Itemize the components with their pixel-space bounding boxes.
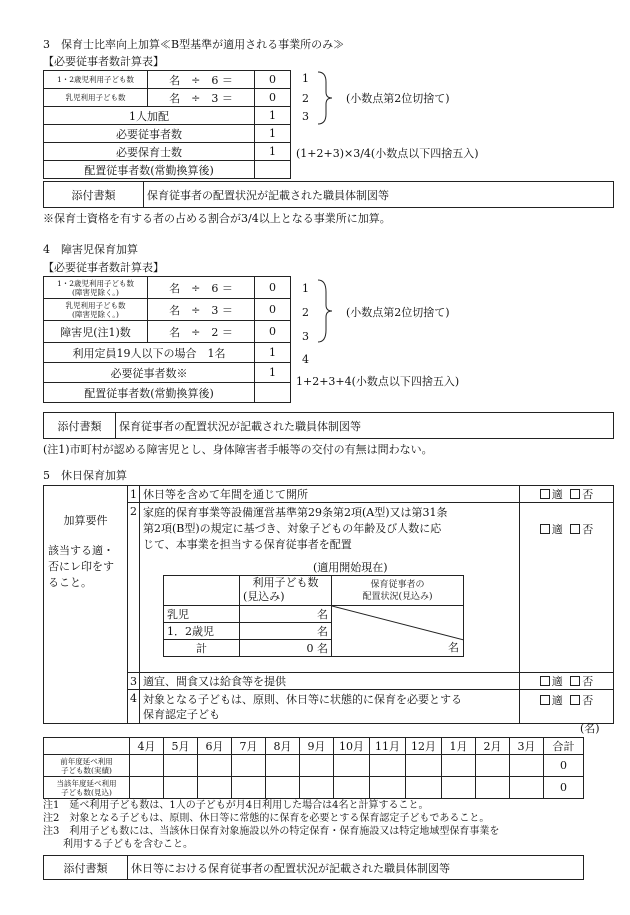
num-4: 4	[302, 353, 309, 366]
requirement-note-1: 該当する適・	[48, 544, 114, 557]
attach-text: 保育従事者の配置状況が記載された職員体制図等	[116, 413, 614, 439]
row-label: 必要保育士数	[44, 143, 255, 161]
row-value: 1	[255, 143, 291, 161]
section4-calc-table	[43, 276, 291, 403]
row-label: 当該年度延べ利用 子ども数(見込)	[44, 777, 130, 799]
check-cell: 適 否	[520, 486, 614, 503]
month-header: 10月	[334, 738, 370, 755]
month-cell[interactable]	[476, 755, 510, 777]
formula-note: 1+2+3+4(小数点以下四捨五入)	[296, 375, 460, 388]
month-cell[interactable]	[406, 777, 442, 799]
inner-staff-table	[163, 575, 464, 657]
month-cell[interactable]	[510, 755, 544, 777]
inner-col1: 利用子ども数 (見込み)	[240, 576, 332, 606]
inner-staff-unit: 名	[448, 641, 459, 654]
section3-subtitle: 【必要従事者数計算表】	[43, 55, 164, 68]
table-row	[44, 777, 584, 799]
attach-text: 保育従事者の配置状況が記載された職員体制図等	[144, 182, 614, 208]
row-label: 乳児利用子ども数 (障害児除く。)	[44, 299, 148, 321]
section5-attach-table	[43, 855, 584, 880]
checkbox-ng[interactable]	[570, 489, 580, 499]
inner-blank	[164, 576, 240, 606]
row-calc: 名 ÷ 3 ＝	[148, 89, 255, 107]
row-value: 0	[255, 71, 291, 89]
row-calc: 名 ÷ 3 ＝	[148, 299, 255, 321]
total-cell: 0	[544, 777, 584, 799]
row-calc: 名 ÷ 6 ＝	[148, 71, 255, 89]
checkbox-ok[interactable]	[540, 695, 550, 705]
requirement-label: 加算要件	[63, 514, 108, 527]
month-cell[interactable]	[370, 755, 406, 777]
inner-staff-cell	[332, 606, 464, 657]
month-cell[interactable]	[406, 755, 442, 777]
row-value: 1	[255, 107, 291, 125]
month-cell[interactable]	[198, 777, 232, 799]
month-cell[interactable]	[130, 777, 164, 799]
row-calc: 名 ÷ 6 ＝	[148, 277, 255, 299]
requirement-label-cell	[44, 486, 128, 724]
month-header: 合計	[544, 738, 584, 755]
formula-note: (1+2+3)×3/4(小数点以下四捨五入)	[296, 147, 479, 160]
note-1: 注1 延べ利用子ども数は、1人の子どもが月4日利用した場合は4名と計算すること。	[43, 800, 429, 811]
month-cell[interactable]	[164, 755, 198, 777]
month-header: 7月	[232, 738, 266, 755]
section3-title: 3 保育士比率向上加算≪B型基準が適用される事業所のみ≫	[43, 38, 345, 51]
month-header-row	[44, 738, 584, 755]
note-3: 注3 利用子ども数には、当該休日保育対象施設以外の特定保育・保育施設又は特定地域型保育事業を	[43, 826, 500, 837]
month-cell[interactable]	[510, 777, 544, 799]
month-header: 3月	[510, 738, 544, 755]
row-value	[255, 383, 291, 403]
row-value: 0	[255, 321, 291, 343]
month-cell[interactable]	[334, 755, 370, 777]
month-cell[interactable]	[442, 755, 476, 777]
month-header: 5月	[164, 738, 198, 755]
monthly-table	[43, 737, 584, 799]
month-cell[interactable]	[334, 777, 370, 799]
unit-label: (名)	[580, 722, 600, 735]
row-label: 必要従事者数※	[44, 363, 255, 383]
row-label: 障害児(注1)数	[44, 321, 148, 343]
brace-icon	[316, 70, 336, 126]
month-cell[interactable]	[370, 777, 406, 799]
row-label: 1・2歳児利用子ども数 (障害児除く。)	[44, 277, 148, 299]
month-header: 6月	[198, 738, 232, 755]
check-cell: 適 否	[520, 673, 614, 690]
brace-icon	[316, 278, 336, 344]
month-header: 11月	[370, 738, 406, 755]
inner-row-label: 計	[164, 640, 240, 657]
item-text: 対象となる子どもは、原則、休日等に状態的に保育を必要とする 保育認定子ども	[140, 690, 520, 724]
inner-row-value: 名	[240, 623, 332, 640]
total-cell: 0	[544, 755, 584, 777]
attach-label: 添付書類	[44, 182, 144, 208]
item-num: 1	[128, 486, 140, 503]
inner-row-value: 0 名	[240, 640, 332, 657]
num-3: 3	[302, 330, 309, 343]
month-cell[interactable]	[476, 777, 510, 799]
attach-label: 添付書類	[44, 856, 128, 880]
month-cell[interactable]	[300, 755, 334, 777]
check-cell: 適 否	[520, 503, 614, 673]
check-cell: 適 否	[520, 690, 614, 724]
item-text: 家庭的保育事業等設備運営基準第29条第2項(A型)又は第31条 第2項(B型)の規定に基づき、対象子どもの年齢及び人数に応 じて、本事業を担当する保育従事者を配置	[140, 503, 520, 673]
num-1: 1	[302, 282, 309, 295]
section4-subtitle: 【必要従事者数計算表】	[43, 261, 164, 274]
month-cell[interactable]	[130, 755, 164, 777]
month-cell[interactable]	[266, 777, 300, 799]
round-note: (小数点第2位切捨て)	[346, 306, 450, 319]
attach-label: 添付書類	[44, 413, 116, 439]
section5-title: 5 休日保育加算	[43, 469, 127, 482]
inner-row-label: 1．2歳児	[164, 623, 240, 640]
month-header: 2月	[476, 738, 510, 755]
month-cell[interactable]	[164, 777, 198, 799]
section4-attach-table	[43, 412, 614, 439]
row-value: 1	[255, 343, 291, 363]
requirement-note-2: 否にレ印をす	[48, 560, 114, 573]
attach-text: 休日等における保育従事者の配置状況が記載された職員体制図等	[128, 856, 584, 880]
month-header: 8月	[266, 738, 300, 755]
checkbox-ok[interactable]	[540, 489, 550, 499]
section3-footnote: ※保育士資格を有する者の占める割合が3/4以上となる事業所に加算。	[43, 212, 391, 225]
row-label: 必要従事者数	[44, 125, 255, 143]
inner-caption: (適用開始現在)	[313, 561, 388, 574]
num-3: 3	[302, 110, 309, 123]
row-value: 0	[255, 89, 291, 107]
item-num: 2	[128, 503, 140, 673]
month-cell[interactable]	[300, 777, 334, 799]
table-row	[44, 755, 584, 777]
note-2: 注2 対象となる子どもは、原則、休日等に常態的に保育を必要とする保育認定子どもであること。	[43, 813, 490, 824]
section4-title: 4 障害児保育加算	[43, 243, 138, 256]
num-1: 1	[302, 72, 309, 85]
row-value: 1	[255, 125, 291, 143]
row-value: 1	[255, 363, 291, 383]
diagonal-line	[332, 606, 464, 654]
month-header-blank	[44, 738, 130, 755]
row-label: 配置従事者数(常勤換算後)	[44, 383, 255, 403]
month-cell[interactable]	[198, 755, 232, 777]
checkbox-ok[interactable]	[540, 676, 550, 686]
row-label: 1・2歳児利用子ども数	[44, 71, 148, 89]
row-label: 1人加配	[44, 107, 255, 125]
month-header: 4月	[130, 738, 164, 755]
month-cell[interactable]	[232, 755, 266, 777]
month-header: 1月	[442, 738, 476, 755]
inner-row-value: 名	[240, 606, 332, 623]
row-label: 乳児利用子ども数	[44, 89, 148, 107]
month-header: 9月	[300, 738, 334, 755]
section3-attach-table	[43, 181, 614, 208]
section3-calc-table	[43, 70, 291, 179]
row-value	[255, 161, 291, 179]
checkbox-ng[interactable]	[570, 695, 580, 705]
section4-footnote: (注1)市町村が認める障害児とし、身体障害者手帳等の交付の有無は問わない。	[43, 443, 433, 456]
inner-col2: 保育従事者の 配置状況(見込み)	[332, 576, 464, 606]
row-label: 前年度延べ利用 子ども数(実績)	[44, 755, 130, 777]
row-calc: 名 ÷ 2 ＝	[148, 321, 255, 343]
inner-row-label: 乳児	[164, 606, 240, 623]
requirement-note-3: ること。	[48, 576, 92, 589]
row-value: 0	[255, 299, 291, 321]
num-2: 2	[302, 92, 309, 105]
row-label: 利用定員19人以下の場合 1名	[44, 343, 255, 363]
month-cell[interactable]	[266, 755, 300, 777]
month-cell[interactable]	[442, 777, 476, 799]
round-note: (小数点第2位切捨て)	[346, 92, 450, 105]
item-num: 4	[128, 690, 140, 724]
row-label: 配置従事者数(常勤換算後)	[44, 161, 255, 179]
row-value: 0	[255, 277, 291, 299]
checkbox-ng[interactable]	[570, 524, 580, 534]
checkbox-ok[interactable]	[540, 524, 550, 534]
item-num: 3	[128, 673, 140, 690]
month-header: 12月	[406, 738, 442, 755]
checkbox-ng[interactable]	[570, 676, 580, 686]
note-3-cont: 利用する子どもを含むこと。	[43, 839, 193, 850]
num-2: 2	[302, 306, 309, 319]
item-text: 適宜、間食又は給食等を提供	[140, 673, 520, 690]
item-text: 休日等を含めて年間を通じて開所	[140, 486, 520, 503]
month-cell[interactable]	[232, 777, 266, 799]
